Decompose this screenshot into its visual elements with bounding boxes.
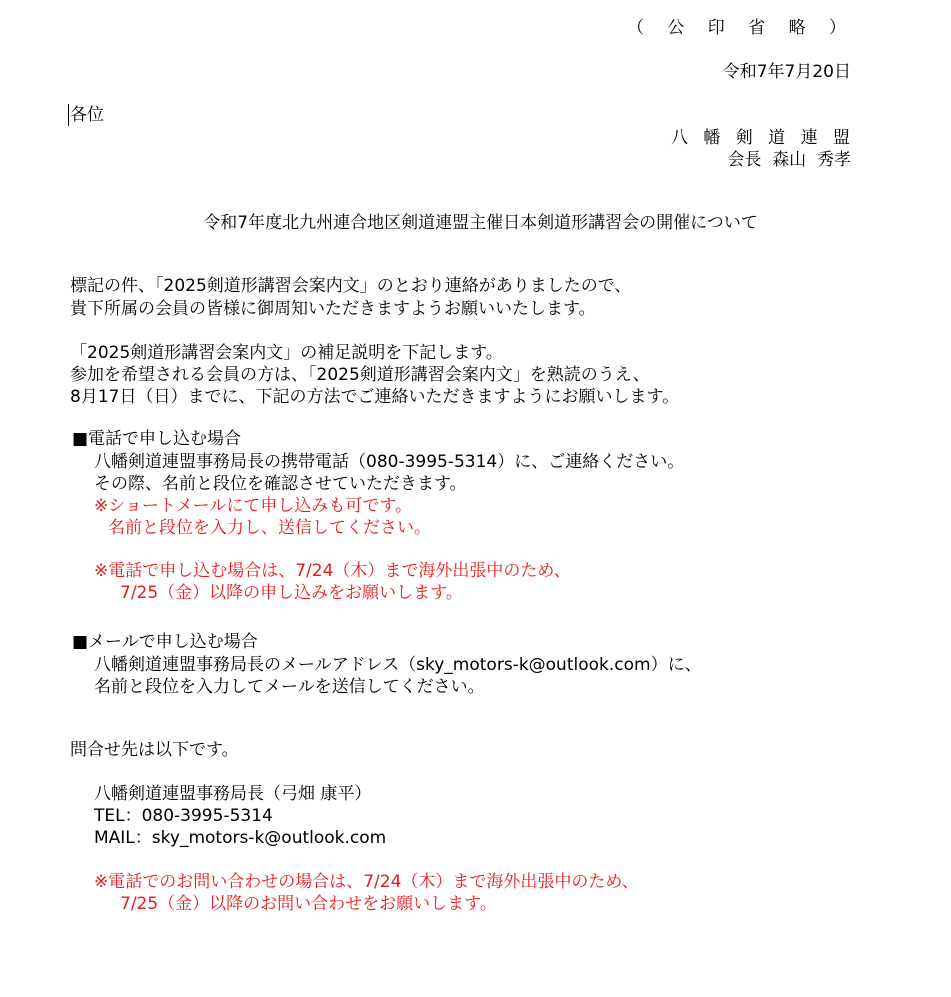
phone-section-heading: ■電話で申し込む場合 xyxy=(72,429,242,449)
contact-mail: MAIL：sky_motors-k@outlook.com xyxy=(94,828,387,848)
phone-section-notice-3: ※電話で申し込む場合は、7/24（木）まで海外出張中のため、 xyxy=(94,561,571,581)
contact-intro: 問合せ先は以下です。 xyxy=(70,740,239,760)
phone-section-notice-2: 名前と段位を入力し、送信してください。 xyxy=(108,518,431,538)
contact-name: 八幡剣道連盟事務局長（弓畑 康平） xyxy=(94,784,372,804)
sender-organization: 八 幡 剣 道 連 盟 xyxy=(670,128,855,148)
intro-line-1: 標記の件、「2025剣道形講習会案内文」のとおり連絡がありましたので、 xyxy=(70,276,632,296)
intro-line-2: 貴下所属の会員の皆様に御周知いただきますようお願いいたします。 xyxy=(70,299,596,319)
supplement-line-3: 8月17日（日）までに、下記の方法でご連絡いただきますようにお願いします。 xyxy=(70,387,680,407)
mail-section-line-1: 八幡剣道連盟事務局長のメールアドレス（sky_motors-k@outlook.com）に、 xyxy=(94,655,702,675)
mail-section-line-2: 名前と段位を入力してメールを送信してください。 xyxy=(94,677,485,697)
contact-notice-2: 7/25（金）以降のお問い合わせをお願いします。 xyxy=(120,894,497,914)
document-title: 令和7年度北九州連合地区剣道連盟主催日本剣道形講習会の開催について xyxy=(203,213,758,233)
document-date: 令和7年7月20日 xyxy=(722,62,851,82)
sender-name: 会長 森山 秀孝 xyxy=(727,150,851,170)
contact-tel: TEL：080-3995-5314 xyxy=(94,806,273,826)
seal-omitted-note: （ 公 印 省 略 ） xyxy=(626,18,855,38)
text-cursor xyxy=(68,104,69,126)
phone-section-notice-4: 7/25（金）以降の申し込みをお願いします。 xyxy=(120,583,463,603)
phone-section-notice-1: ※ショートメールにて申し込みも可です。 xyxy=(94,496,413,516)
recipient: 各位 xyxy=(70,105,104,125)
contact-notice-1: ※電話でのお問い合わせの場合は、7/24（木）まで海外出張中のため、 xyxy=(94,872,639,892)
supplement-line-2: 参加を希望される会員の方は、「2025剣道形講習会案内文」を熟読のうえ、 xyxy=(70,365,650,385)
supplement-line-1: 「2025剣道形講習会案内文」の補足説明を下記します。 xyxy=(70,343,503,363)
mail-section-heading: ■メールで申し込む場合 xyxy=(72,632,258,652)
phone-section-line-1: 八幡剣道連盟事務局長の携帯電話（080-3995-5314）に、ご連絡ください。 xyxy=(94,452,685,472)
phone-section-line-2: その際、名前と段位を確認させていただきます。 xyxy=(94,474,467,494)
